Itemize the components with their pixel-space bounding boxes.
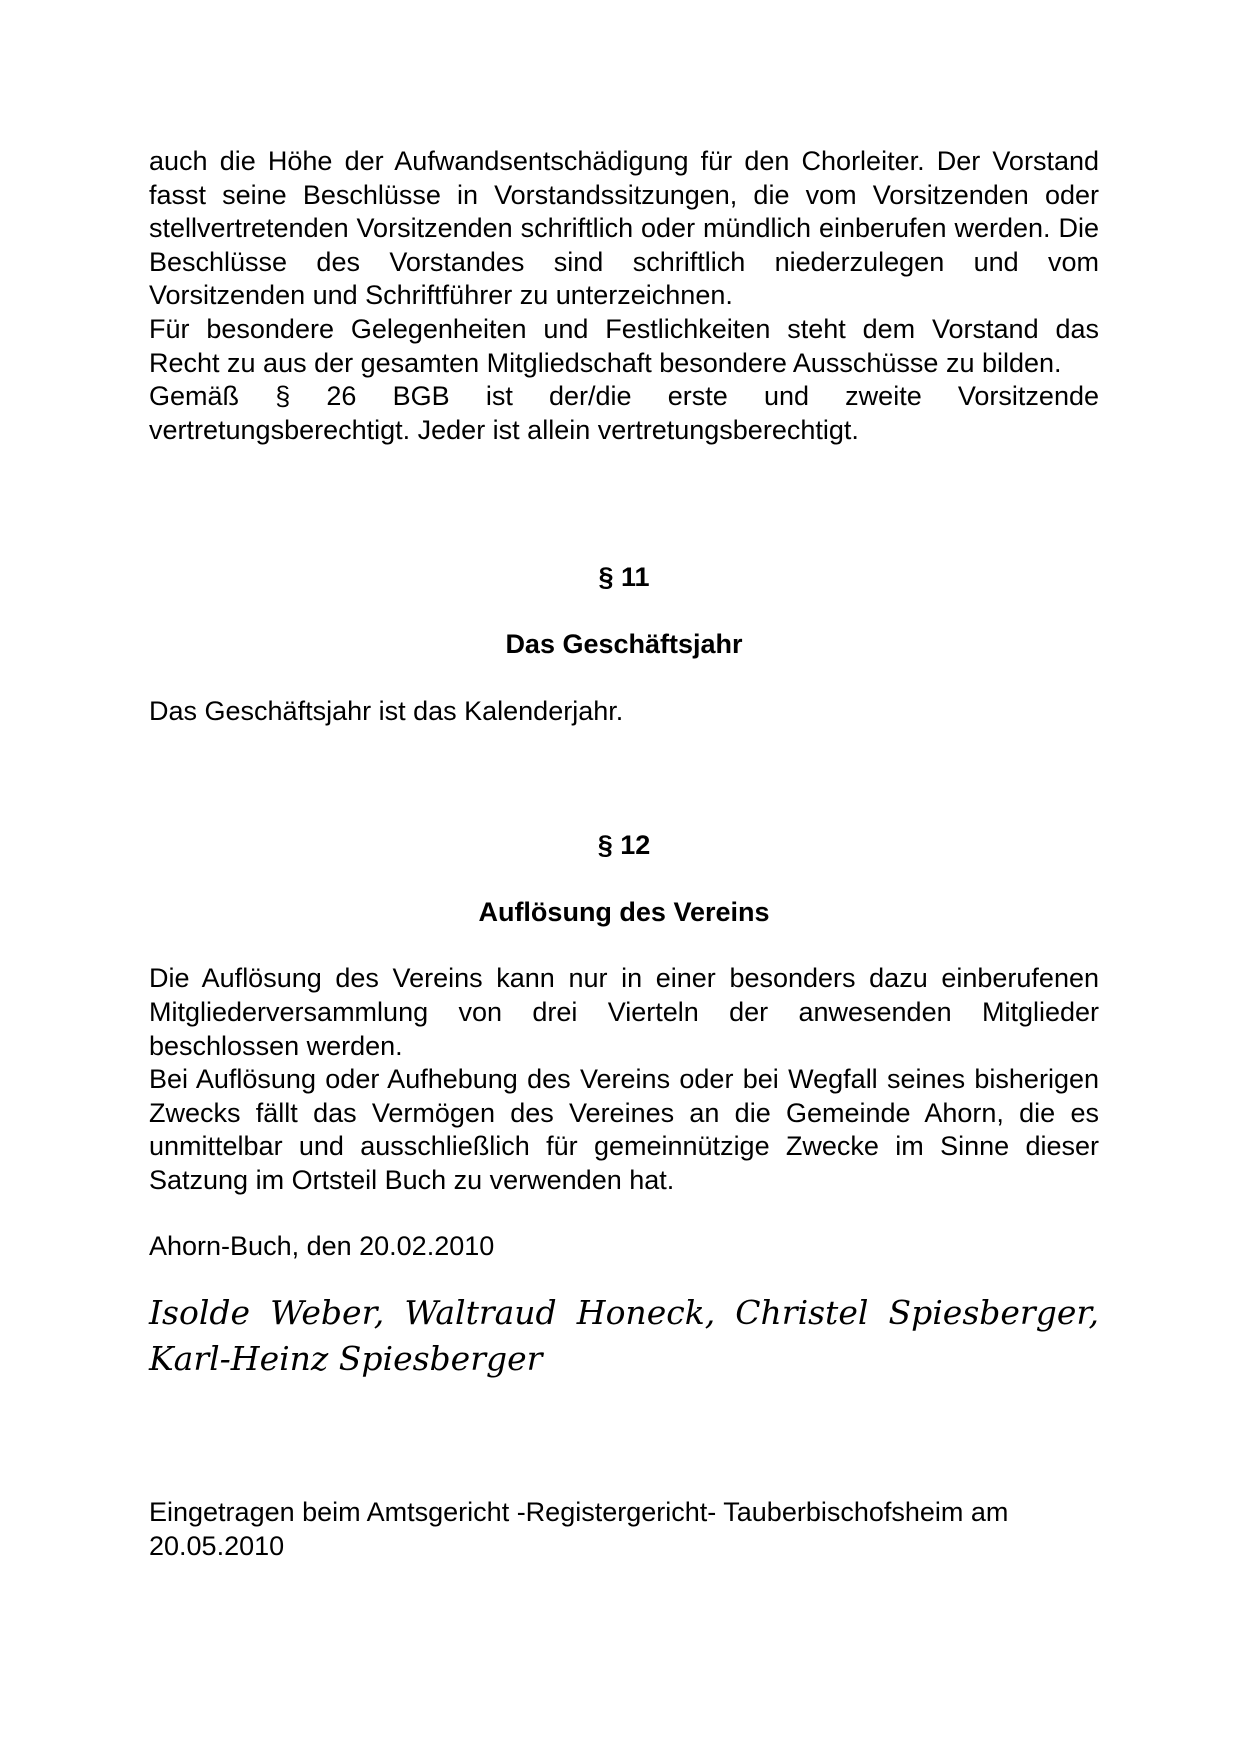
place-date: Ahorn-Buch, den 20.02.2010 — [149, 1231, 495, 1262]
section-12-paragraph-dissolution: Die Auflösung des Vereins kann nur in einer besonders dazu einberufenen Mitgliederversammlung von drei Vierteln der anwesenden Mitglieder beschlossen werden. — [149, 963, 1099, 1061]
intro-block — [149, 145, 1099, 447]
intro-paragraph-committees: Für besondere Gelegenheiten und Festlichkeiten steht dem Vorstand das Recht zu aus der gesamten Mitgliedschaft besondere Ausschüsse zu bilden. — [149, 313, 1099, 378]
document-page — [149, 145, 1099, 1563]
section-11-title: Das Geschäftsjahr — [505, 628, 743, 659]
section-12-number: § 12 — [597, 830, 651, 861]
intro-paragraph-representation: Gemäß § 26 BGB ist der/die erste und zweite Vorsitzende vertretungsberechtigt. Jeder ist allein vertretungsberechtigt. — [149, 381, 1099, 445]
intro-paragraph-board-resolutions: auch die Höhe der Aufwandsentschädigung für den Chorleiter. Der Vorstand fasst seine Beschlüsse in Vorstandssitzungen, die vom Vorsitzenden oder stellvertretenden Vorsitzenden schriftlich oder mündlich einberufen werden. Die Beschlüsse des Vorstandes sind schriftlich niederzulegen und vom Vorsitzenden und Schriftführer zu unterzeichnen. — [149, 146, 1099, 311]
section-12-body — [149, 962, 1099, 1197]
section-12-title: Auflösung des Vereins — [478, 896, 770, 927]
section-11-number: § 11 — [598, 562, 650, 593]
registration-note: Eingetragen beim Amtsgericht -Registergericht- Tauberbischofsheim am 20.05.2010 — [149, 1497, 1009, 1561]
section-12-paragraph-assets: Bei Auflösung oder Aufhebung des Vereins oder bei Wegfall seines bisherigen Zwecks fällt das Vermögen des Vereines an die Gemeinde Ahorn, die es unmittelbar und ausschließlich für gemeinnützige Zwecke im Sinne dieser Satzung im Ortsteil Buch zu verwenden hat. — [149, 1064, 1099, 1195]
handwritten-signatures: Isolde Weber, Waltraud Honeck, Christel Spiesberger, Karl-Heinz Spiesberger — [149, 1293, 1099, 1379]
section-11-body: Das Geschäftsjahr ist das Kalenderjahr. — [149, 695, 624, 726]
